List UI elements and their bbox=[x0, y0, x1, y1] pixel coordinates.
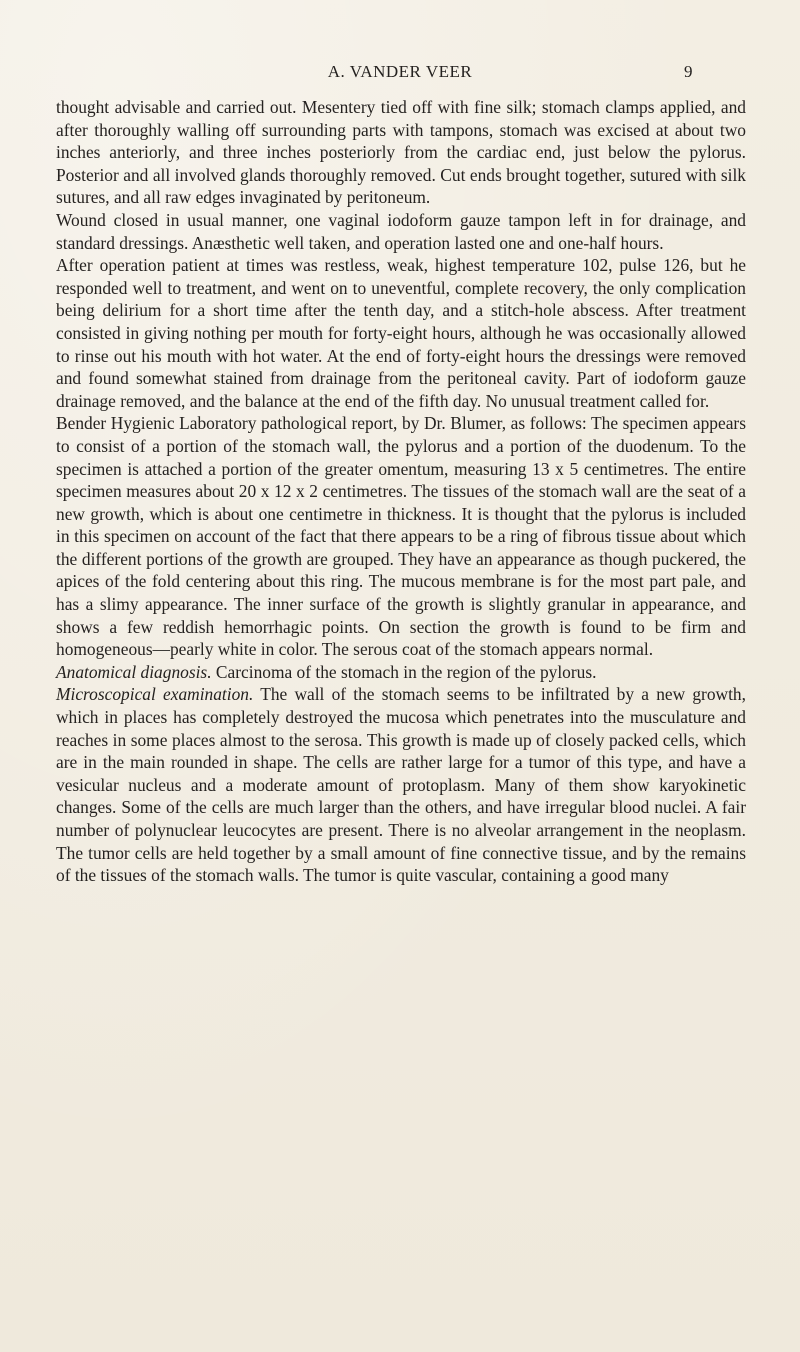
paragraph-pathological-report: Bender Hygienic Laboratory pathological report, by Dr. Blumer, as follows: The specimen appears to consist of a portion of the stomach wall, the pylorus and a portion of the duodenum. To the specimen is attached a portion of the greater omentum, measuring 13 x 5 centimetres. The entire specimen measures about 20 x 12 x 2 centimetres. The tissues of the stomach wall are the seat of a new growth, which is about one centimetre in thickness. It is thought that the pylorus is included in this specimen on account of the fact that there appears to be a ring of fibrous tissue about which the different portions of the growth are grouped. They have an appearance as though puckered, the apices of the fold centering about this ring. The mucous membrane is for the most part pale, and has a slimy appearance. The inner surface of the growth is slightly granular in appearance, and shows a few reddish hemorrhagic points. On section the growth is found to be firm and homogeneous—pearly white in color. The serous coat of the stomach appears normal. bbox=[56, 413, 746, 660]
running-header bbox=[0, 62, 800, 86]
microscopical-examination-text: The wall of the stomach seems to be infiltrated by a new growth, which in places has completely destroyed the mucosa which penetrates into the musculature and reaches in some places almost to the serosa. This growth is made up of closely packed cells, which are in the main rounded in shape. The cells are rather large for a tumor of this type, and have a vesicular nucleus and a moderate amount of protoplasm. Many of them show karyokinetic changes. Some of the cells are much larger than the others, and have irregular blood nuclei. A fair number of polynuclear leucocytes are present. There is no alveolar arrangement in the neoplasm. The tumor cells are held together by a small amount of fine connective tissue, and by the remains of the tissues of the stomach walls. The tumor is quite vascular, containing a good many bbox=[56, 684, 746, 886]
paragraph-microscopical-examination bbox=[56, 683, 746, 886]
anatomical-diagnosis-label: Anatomical diagnosis. bbox=[56, 661, 212, 682]
page-number: 9 bbox=[684, 62, 693, 81]
paragraph-after-operation: After operation patient at times was restless, weak, highest temperature 102, pulse 126, but he responded well to treatment, and went on to uneventful, complete recovery, the only complication being delirium for a short time after the tenth day, and a stitch-hole abscess. After treatment consisted in giving nothing per mouth for forty-eight hours, although he was occasionally allowed to rinse out his mouth with hot water. At the end of forty-eight hours the dressings were removed and found somewhat stained from drainage from the peritoneal cavity. Part of iodoform gauze drainage removed, and the balance at the end of the fifth day. No unusual treatment called for. bbox=[56, 255, 746, 411]
paragraph-operation: thought advisable and carried out. Mesentery tied off with fine silk; stomach clamps applied, and after thoroughly walling off surrounding parts with tampons, stomach was excised at about two inches anteriorly, and three inches posteriorly from the cardiac end, just below the pylorus. Posterior and all involved glands thoroughly removed. Cut ends brought together, sutured with silk sutures, and all raw edges invaginated by peritoneum. bbox=[56, 97, 746, 208]
running-header-author: A. VANDER VEER bbox=[327, 62, 473, 81]
microscopical-examination-label: Microscopical examination. bbox=[56, 684, 254, 705]
paragraph-anatomical-diagnosis bbox=[56, 661, 746, 684]
body-text bbox=[56, 96, 746, 887]
paragraph-wound-closure: Wound closed in usual manner, one vaginal iodoform gauze tampon left in for drainage, and standard dressings. Anæsthetic well taken, and operation lasted one and one-half hours. bbox=[56, 209, 746, 253]
anatomical-diagnosis-text: Carcinoma of the stomach in the region of the pylorus. bbox=[211, 661, 597, 682]
